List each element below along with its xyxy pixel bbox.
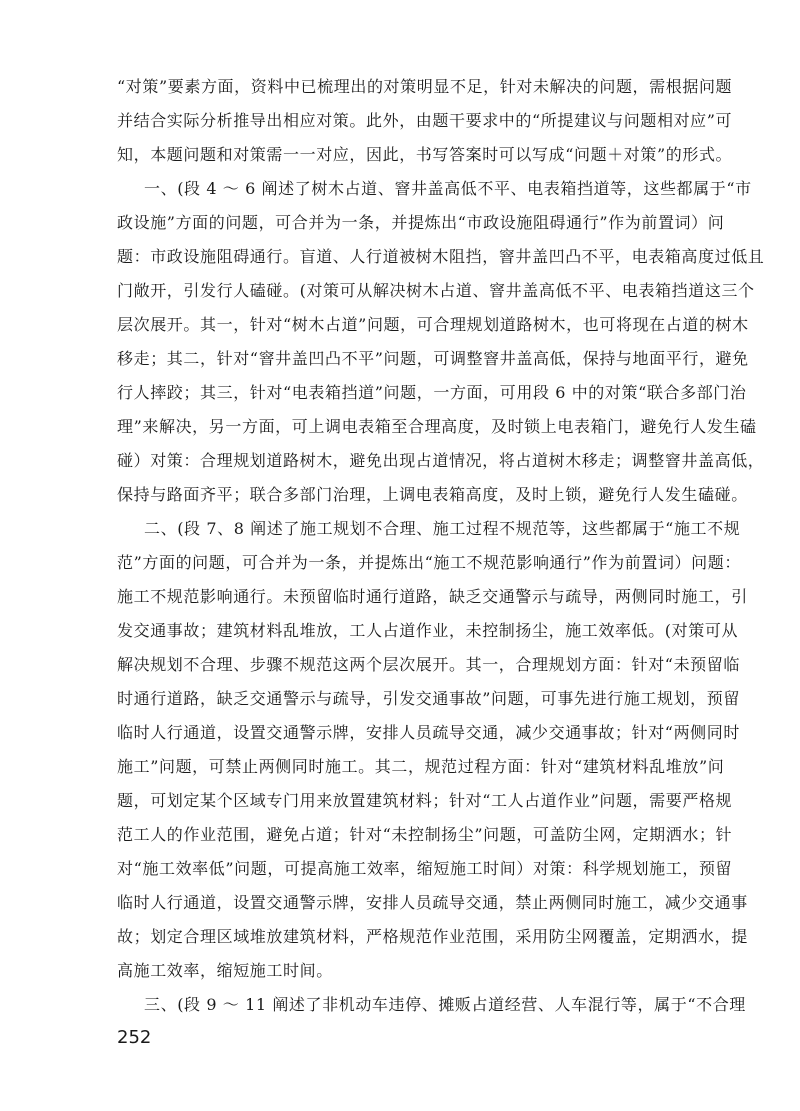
text-line: 层次展开。其一，针对“树木占道”问题，可合理规划道路树木，也可将现在占道的树木: [117, 315, 749, 334]
text-line: 解决规划不合理、步骤不规范这两个层次展开。其一，合理规划方面：针对“未预留临: [117, 655, 740, 674]
text-line: 施工不规范影响通行。未预留临时通行道路，缺乏交通警示与疏导，两侧同时施工，引: [117, 587, 748, 606]
text-line: 时通行道路，缺乏交通警示与疏导，引发交通事故”问题，可事先进行施工规划，预留: [117, 689, 740, 708]
text-line: 故；划定合理区域堆放建筑材料，严格规范作业范围，采用防尘网覆盖，定期洒水，提: [117, 927, 748, 946]
text-line: 碰）对策：合理规划道路树木，避免出现占道情况，将占道树木移走；调整窨井盖高低，: [117, 451, 765, 470]
text-line: 一、(段 4 ～ 6 阐述了树木占道、窨井盖高低不平、电表箱挡道等，这些都属于“市: [144, 179, 752, 198]
text-line: 理”来解决，另一方面，可上调电表箱至合理高度，及时锁上电表箱门，避免行人发生磕: [117, 417, 757, 436]
text-line: 临时人行通道，设置交通警示牌，安排人员疏导交通，减少交通事故；针对“两侧同时: [117, 723, 740, 742]
text-line: 高施工效率，缩短施工时间。: [117, 961, 333, 980]
text-line: 并结合实际分析推导出相应对策。此外，由题干要求中的“所提建议与问题相对应”可: [117, 111, 733, 130]
text-line: 行人摔跤；其三，针对“电表箱挡道”问题，一方面，可用段 6 中的对策“联合多部门治: [117, 383, 747, 402]
text-line: 范”方面的问题，可合并为一条，并提炼出“施工不规范影响通行”作为前置词）问题：: [117, 553, 741, 572]
page-number: 252: [117, 1027, 152, 1048]
text-line: 三、(段 9 ～ 11 阐述了非机动车违停、摊贩占道经营、人车混行等，属于“不合理: [144, 995, 746, 1014]
text-line: 题：市政设施阻碍通行。盲道、人行道被树木阻挡，窨井盖凹凸不平，电表箱高度过低且: [117, 247, 765, 266]
text-line: 门敞开，引发行人磕碰。(对策可从解决树木占道、窨井盖高低不平、电表箱挡道这三个: [117, 281, 755, 300]
text-line: 题，可划定某个区域专门用来放置建筑材料；针对“工人占道作业”问题，需要严格规: [117, 791, 733, 810]
text-line: 移走；其二，针对“窨井盖凹凸不平”问题，可调整窨井盖高低，保持与地面平行，避免: [117, 349, 749, 368]
text-line: 政设施”方面的问题，可合并为一条，并提炼出“市政设施阻碍通行”作为前置词）问: [117, 213, 725, 232]
text-line: 对“施工效率低”问题，可提高施工效率，缩短施工时间）对策：科学规划施工，预留: [117, 859, 733, 878]
text-line: 临时人行通道，设置交通警示牌，安排人员疏导交通，禁止两侧同时施工，减少交通事: [117, 893, 748, 912]
text-line: 知，本题问题和对策需一一对应，因此，书写答案时可以写成“问题＋对策”的形式。: [117, 145, 733, 164]
text-line: 二、(段 7、8 阐述了施工规划不合理、施工过程不规范等，这些都属于“施工不规: [144, 519, 741, 538]
text-line: 保持与路面齐平；联合多部门治理，上调电表箱高度，及时上锁，避免行人发生磕碰。: [117, 485, 748, 504]
text-line: “对策”要素方面，资料中已梳理出的对策明显不足，针对未解决的问题，需根据问题: [117, 77, 733, 96]
text-line: 范工人的作业范围，避免占道；针对“未控制扬尘”问题，可盖防尘网，定期洒水；针: [117, 825, 733, 844]
text-line: 施工”问题，可禁止两侧同时施工。其二，规范过程方面：针对“建筑材料乱堆放”问: [117, 757, 725, 776]
text-line: 发交通事故；建筑材料乱堆放，工人占道作业，未控制扬尘，施工效率低。(对策可从: [117, 621, 739, 640]
